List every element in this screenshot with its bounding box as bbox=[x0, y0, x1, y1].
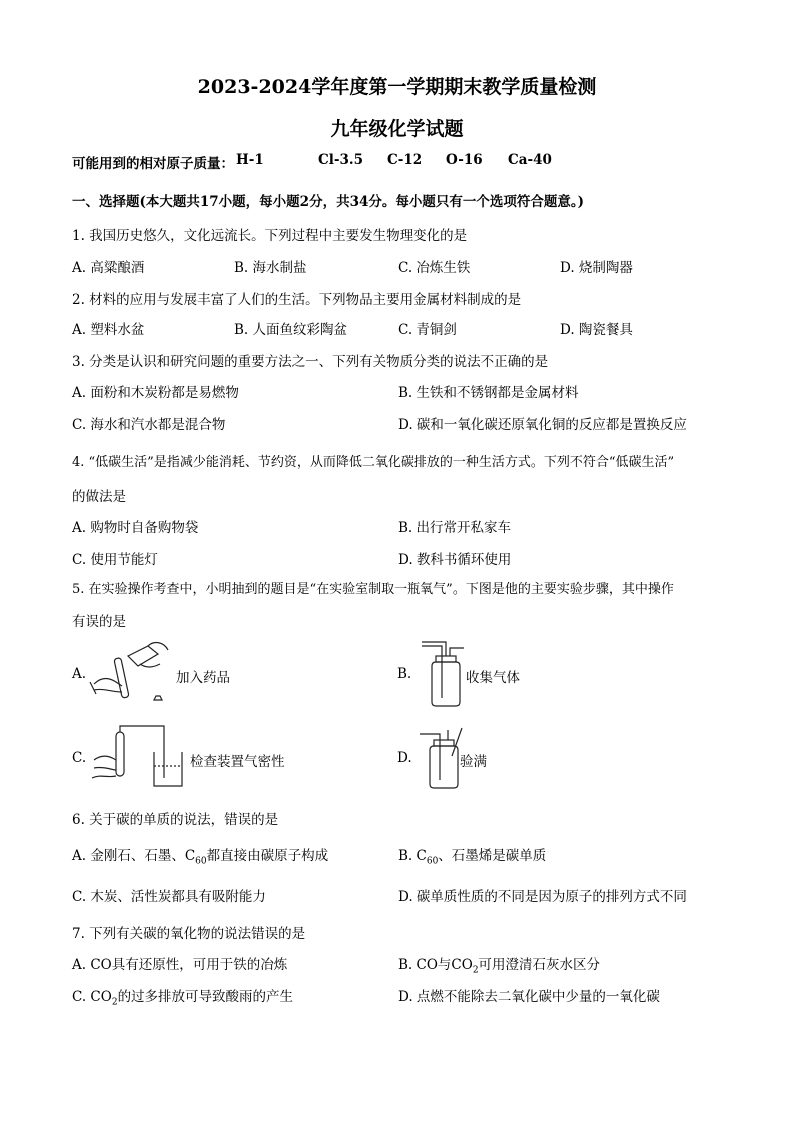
q5-fig-c-letter: C. bbox=[72, 750, 87, 766]
atomic-mass-c: C-12 bbox=[387, 152, 423, 168]
q7-option-a: A. CO具有还原性，可用于铁的冶炼 bbox=[72, 957, 288, 973]
q5-fig-b-letter: B. bbox=[397, 666, 412, 682]
q7-option-c-text-rest: 的过多排放可导致酸雨的产生 bbox=[117, 989, 294, 1005]
section-heading: 一、选择题(本大题共17小题，每小题2分，共34分。每小题只有一个选项符合题意。) bbox=[72, 194, 584, 210]
q7-option-b-text-rest: 可用澄清石灰水区分 bbox=[478, 957, 601, 973]
q6-option-b-subscript: 60 bbox=[426, 856, 439, 867]
q3-option-b: B. 生铁和不锈钢都是金属材料 bbox=[398, 385, 579, 401]
atomic-mass-h: H-1 bbox=[236, 152, 264, 168]
q5-fig-b-label: 收集气体 bbox=[466, 670, 520, 686]
q6-option-a bbox=[72, 844, 328, 867]
q7-option-d: D. 点燃不能除去二氧化碳中少量的一氧化碳 bbox=[398, 989, 660, 1005]
q6-option-d: D. 碳单质性质的不同是因为原子的排列方式不同 bbox=[398, 889, 687, 905]
q1-option-c: C. 冶炼生铁 bbox=[398, 260, 471, 276]
q3-option-c: C. 海水和汽水都是混合物 bbox=[72, 417, 226, 433]
exam-title: 2023-2024学年度第一学期期末教学质量检测 bbox=[197, 76, 597, 98]
atomic-mass-cl: Cl-3.5 bbox=[318, 152, 363, 168]
q5-stem-line2: 有误的是 bbox=[72, 614, 126, 630]
q7-stem: 7. 下列有关碳的氧化物的说法错误的是 bbox=[72, 926, 306, 942]
q4-stem-line2: 的做法是 bbox=[72, 489, 126, 505]
q4-option-b: B. 出行常开私家车 bbox=[398, 520, 512, 536]
q6-option-c: C. 木炭、活性炭都具有吸附能力 bbox=[72, 889, 266, 905]
q7-option-c bbox=[72, 985, 293, 1008]
q6-option-b-text: B. C bbox=[398, 848, 427, 864]
gas-collection-bottle-illustration bbox=[418, 640, 468, 710]
q5-fig-a-label: 加入药品 bbox=[176, 670, 230, 686]
airtightness-check-illustration bbox=[90, 722, 190, 790]
q2-stem: 2. 材料的应用与发展丰富了人们的生活。下列物品主要用金属材料制成的是 bbox=[72, 292, 522, 308]
q5-fig-c-label: 检查装置气密性 bbox=[190, 754, 285, 770]
q7-option-b-subscript: 2 bbox=[472, 965, 479, 976]
q5-fig-a-letter: A. bbox=[72, 666, 87, 682]
q1-stem: 1. 我国历史悠久，文化远流长。下列过程中主要发生物理变化的是 bbox=[72, 228, 468, 244]
q6-option-b-text-rest: 、石墨烯是碳单质 bbox=[438, 848, 547, 864]
q1-option-a: A. 高粱酿酒 bbox=[72, 260, 145, 276]
atomic-mass-o: O-16 bbox=[446, 152, 483, 168]
q7-option-c-text: C. CO bbox=[72, 989, 112, 1005]
q6-option-a-text: A. 金刚石、石墨、C bbox=[72, 848, 196, 864]
q5-fig-d-letter: D. bbox=[397, 750, 412, 766]
q2-option-a: A. 塑料水盆 bbox=[72, 322, 145, 338]
q1-option-d: D. 烧制陶器 bbox=[560, 260, 633, 276]
q4-option-d: D. 教科书循环使用 bbox=[398, 552, 512, 568]
q7-option-b-text: B. CO与CO bbox=[398, 957, 473, 973]
atomic-mass-label: 可能用到的相对原子质量： bbox=[72, 156, 234, 172]
q2-option-b: B. 人面鱼纹彩陶盆 bbox=[234, 322, 348, 338]
q4-option-c: C. 使用节能灯 bbox=[72, 552, 158, 568]
q5-stem-line1: 5. 在实验操作考查中，小明抽到的题目是“在实验室制取一瓶氧气”。下图是他的主要实验步骤，其中操作 bbox=[72, 582, 674, 597]
q7-option-b bbox=[398, 953, 600, 976]
atomic-mass-ca: Ca-40 bbox=[508, 152, 552, 168]
q6-option-a-text-rest: 都直接由碳原子构成 bbox=[206, 848, 329, 864]
q1-option-b: B. 海水制盐 bbox=[234, 260, 307, 276]
q5-fig-d-label: 验满 bbox=[460, 754, 487, 770]
q3-stem: 3. 分类是认识和研究问题的重要方法之一、下列有关物质分类的说法不正确的是 bbox=[72, 354, 549, 370]
q6-option-b bbox=[398, 844, 546, 867]
q3-option-d: D. 碳和一氧化碳还原氧化铜的反应都是置换反应 bbox=[398, 417, 687, 433]
q4-stem-line1: 4. “低碳生活”是指减少能消耗、节约资，从而降低二氧化碳排放的一种生活方式。下列不符合“低碳生活” bbox=[72, 455, 675, 470]
q4-option-a: A. 购物时自备购物袋 bbox=[72, 520, 199, 536]
q6-stem: 6. 关于碳的单质的说法，错误的是 bbox=[72, 812, 279, 828]
q2-option-d: D. 陶瓷餐具 bbox=[560, 322, 633, 338]
q6-option-a-subscript: 60 bbox=[195, 856, 207, 867]
q7-option-c-subscript: 2 bbox=[111, 997, 118, 1008]
exam-subtitle: 九年级化学试题 bbox=[330, 118, 464, 140]
adding-chemicals-illustration bbox=[88, 638, 178, 708]
q2-option-c: C. 青铜剑 bbox=[398, 322, 457, 338]
q3-option-a: A. 面粉和木炭粉都是易燃物 bbox=[72, 385, 239, 401]
